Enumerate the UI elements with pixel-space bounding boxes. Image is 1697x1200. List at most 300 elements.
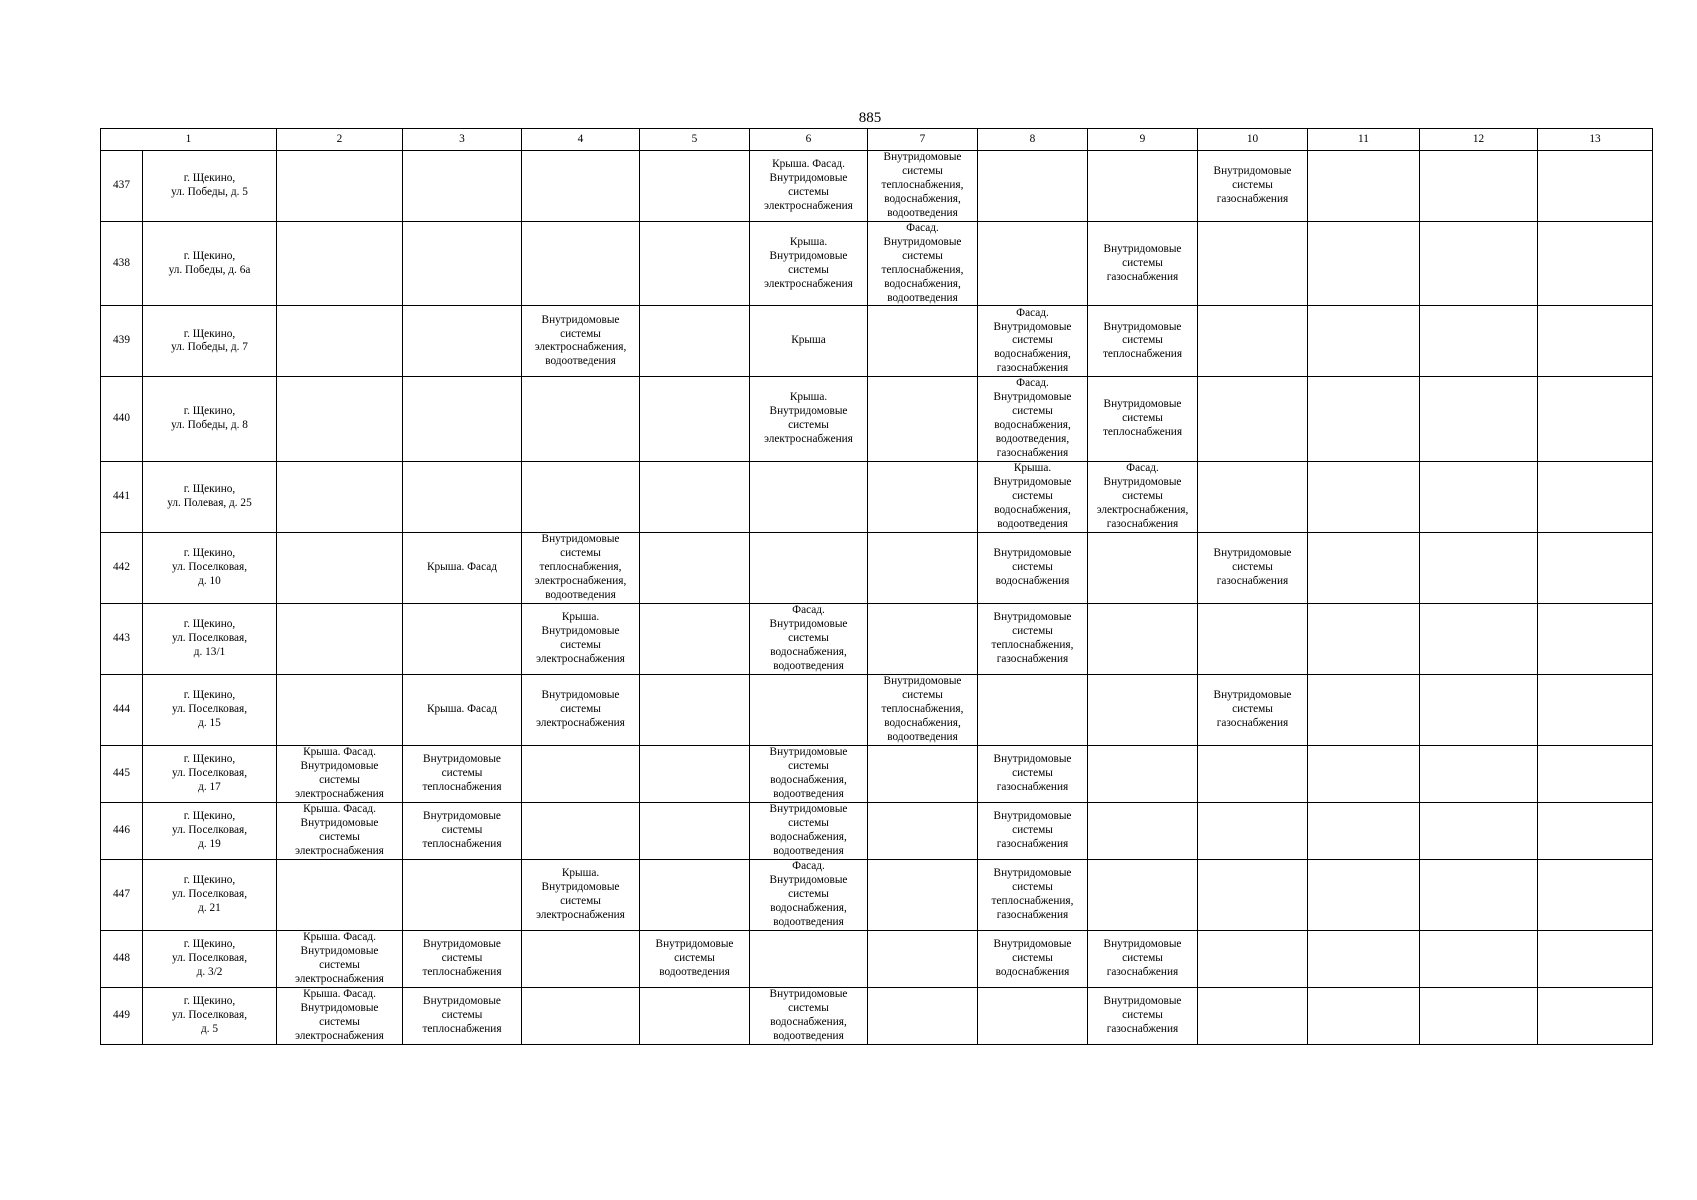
work-type-cell — [868, 461, 978, 532]
cell-text-line: г. Щекино, — [183, 547, 236, 560]
cell-text-line: газоснабжения — [996, 362, 1069, 375]
work-type-cell — [750, 306, 868, 377]
cell-text-line: г. Щекино, — [183, 327, 236, 340]
work-type-cell — [1088, 222, 1198, 306]
work-type-cell — [1308, 674, 1420, 745]
cell-text-line: системы — [788, 631, 829, 644]
work-type-cell — [277, 930, 403, 987]
building-address — [143, 859, 277, 930]
work-type-cell — [522, 802, 640, 859]
work-type-cell — [978, 377, 1088, 461]
cell-text-line: водоснабжения, — [994, 503, 1071, 516]
cell-text-line: Внутридомовые — [993, 753, 1072, 766]
cell-text-line: газоснабжения — [1216, 192, 1289, 205]
table-row — [101, 222, 1653, 306]
cell-text-line: системы — [441, 766, 483, 779]
page-number: 885 — [858, 110, 882, 126]
work-type-cell — [1420, 987, 1538, 1044]
work-type-cell — [403, 461, 522, 532]
work-type-cell — [403, 802, 522, 859]
cell-text-line: системы — [441, 823, 483, 836]
cell-text-line: Внутридомовые — [655, 938, 734, 951]
work-type-cell — [277, 306, 403, 377]
cell-text-line: электроснабжения — [764, 433, 853, 446]
work-type-cell — [1420, 377, 1538, 461]
work-type-cell — [522, 377, 640, 461]
cell-text-line: системы — [1232, 560, 1273, 573]
cell-text-line: водоотведения — [773, 915, 844, 928]
row-number: 446 — [101, 802, 143, 859]
work-type-cell — [1308, 987, 1420, 1044]
cell-text-line: газоснабжения — [996, 908, 1069, 921]
row-number: 439 — [101, 306, 143, 377]
cell-text-line: системы — [788, 419, 829, 432]
cell-text-line: Внутридомовые — [769, 249, 848, 262]
work-type-cell — [978, 151, 1088, 222]
cell-text-line: электроснабжения — [764, 277, 853, 290]
cell-text-line: Крыша. Фасад. — [303, 931, 376, 944]
cell-text-line: системы — [788, 816, 829, 829]
work-type-cell — [1198, 461, 1308, 532]
work-type-cell — [403, 306, 522, 377]
work-type-cell — [522, 987, 640, 1044]
work-type-cell — [1088, 532, 1198, 603]
table-row — [101, 802, 1653, 859]
work-type-cell — [868, 532, 978, 603]
cell-text-line: ул. Победы, д. 7 — [171, 341, 248, 354]
work-type-cell — [640, 987, 750, 1044]
cell-text-line: Крыша. — [789, 235, 828, 248]
work-type-cell — [1420, 745, 1538, 802]
work-type-cell — [1538, 532, 1653, 603]
cell-text-line: теплоснабжения — [422, 965, 502, 978]
building-address — [143, 151, 277, 222]
cell-text-line: Внутридомовые — [1103, 938, 1182, 951]
column-number-header: 3 — [403, 129, 522, 151]
cell-text-line: ул. Поселковая, — [171, 631, 248, 644]
column-number-header: 7 — [868, 129, 978, 151]
work-type-cell — [750, 377, 868, 461]
row-number: 444 — [101, 674, 143, 745]
work-type-cell — [750, 930, 868, 987]
work-type-cell — [522, 532, 640, 603]
row-number: 442 — [101, 532, 143, 603]
row-number: 437 — [101, 151, 143, 222]
work-type-cell — [1420, 222, 1538, 306]
work-type-cell — [1308, 603, 1420, 674]
cell-text-line: Внутридомовые — [769, 803, 848, 816]
work-type-cell — [403, 151, 522, 222]
work-type-cell — [1308, 930, 1420, 987]
cell-text-line: системы — [788, 186, 829, 198]
cell-text-line: Внутридомовые — [993, 476, 1072, 489]
cell-text-line: Крыша. — [1013, 462, 1052, 475]
building-address — [143, 745, 277, 802]
cell-text-line: Фасад. — [792, 604, 825, 617]
cell-text-line: газоснабжения — [1216, 574, 1289, 587]
work-type-cell — [1308, 151, 1420, 222]
cell-text-line: системы — [441, 951, 483, 964]
cell-text-line: Внутридомовые — [883, 151, 962, 164]
row-number: 449 — [101, 987, 143, 1044]
table-row — [101, 151, 1653, 222]
work-type-cell — [1538, 377, 1653, 461]
cell-text-line: электроснабжения — [295, 972, 384, 985]
work-type-cell — [1198, 987, 1308, 1044]
cell-text-line: ул. Поселковая, — [171, 560, 248, 573]
cell-text-line: системы — [902, 165, 943, 178]
cell-text-line: Фасад. — [1016, 377, 1049, 390]
cell-text-line: Фасад. — [792, 860, 825, 873]
cell-text-line: Внутридомовые — [769, 618, 848, 631]
work-type-cell — [1088, 802, 1198, 859]
work-type-cell — [640, 802, 750, 859]
cell-text-line: Внутридомовые — [993, 938, 1072, 951]
work-type-cell — [868, 603, 978, 674]
cell-text-line: системы — [1012, 624, 1053, 637]
work-type-cell — [1538, 987, 1653, 1044]
cell-text-line: Внутридомовые — [769, 172, 848, 185]
cell-text-line: Внутридомовые — [883, 235, 962, 248]
work-type-cell — [640, 461, 750, 532]
work-type-cell — [403, 377, 522, 461]
cell-text-line: системы — [560, 547, 601, 560]
cell-text-line: водоснабжения, — [770, 773, 847, 786]
cell-text-line: Внутридомовые — [1103, 320, 1182, 333]
repair-schedule-table — [100, 128, 1653, 1045]
work-type-cell — [868, 151, 978, 222]
cell-text-line: Внутридомовые — [1103, 398, 1182, 411]
work-type-cell — [403, 745, 522, 802]
cell-text-line: г. Щекино, — [183, 482, 236, 495]
work-type-cell — [978, 603, 1088, 674]
table-row — [101, 987, 1653, 1044]
building-address — [143, 532, 277, 603]
cell-text-line: Крыша. Фасад. — [303, 803, 376, 816]
cell-text-line: системы — [788, 759, 829, 772]
cell-text-line: Внутридомовые — [993, 611, 1072, 624]
cell-text-line: теплоснабжения, — [881, 179, 964, 192]
work-type-cell — [522, 603, 640, 674]
work-type-cell — [978, 674, 1088, 745]
cell-text-line: г. Щекино, — [183, 249, 236, 262]
work-type-cell — [1308, 802, 1420, 859]
cell-text-line: ул. Победы, д. 6а — [168, 263, 251, 276]
cell-text-line: г. Щекино, — [183, 618, 236, 631]
work-type-cell — [277, 802, 403, 859]
cell-text-line: системы — [1012, 489, 1053, 502]
work-type-cell — [1538, 802, 1653, 859]
cell-text-line: электроснабжения — [295, 787, 384, 800]
column-number-header: 10 — [1198, 129, 1308, 151]
cell-text-line: теплоснабжения — [422, 1022, 502, 1035]
building-address — [143, 930, 277, 987]
column-number-header: 6 — [750, 129, 868, 151]
work-type-cell — [868, 674, 978, 745]
work-type-cell — [522, 461, 640, 532]
cell-text-line: ул. Победы, д. 5 — [171, 186, 248, 198]
cell-text-line: Внутридомовые — [993, 810, 1072, 823]
cell-text-line: водоотведения — [887, 291, 958, 304]
cell-text-line: г. Щекино, — [183, 405, 236, 418]
cell-text-line: Внутридомовые — [1103, 242, 1182, 255]
work-type-cell — [403, 603, 522, 674]
table-row — [101, 674, 1653, 745]
work-type-cell — [277, 532, 403, 603]
cell-text-line: системы — [1232, 179, 1273, 192]
work-type-cell — [868, 930, 978, 987]
cell-text-line: Внутридомовые — [993, 547, 1072, 560]
work-type-cell — [1198, 222, 1308, 306]
cell-text-line: водоотведения — [659, 965, 730, 978]
cell-text-line: Внутридомовые — [769, 405, 848, 418]
work-type-cell — [403, 532, 522, 603]
cell-text-line: ул. Поселковая, — [171, 1008, 248, 1021]
work-type-cell — [750, 532, 868, 603]
cell-text-line: ул. Поселковая, — [171, 702, 248, 715]
work-type-cell — [1420, 930, 1538, 987]
cell-text-line: системы — [1122, 951, 1163, 964]
work-type-cell — [1420, 151, 1538, 222]
building-address — [143, 377, 277, 461]
table-row — [101, 532, 1653, 603]
cell-text-line: системы — [441, 1008, 483, 1021]
cell-text-line: системы — [1232, 702, 1273, 715]
cell-text-line: газоснабжения — [996, 837, 1069, 850]
cell-text-line: газоснабжения — [996, 652, 1069, 665]
work-type-cell — [1088, 745, 1198, 802]
work-type-cell — [1088, 461, 1198, 532]
work-type-cell — [868, 859, 978, 930]
cell-text-line: Внутридомовые — [993, 867, 1072, 880]
work-type-cell — [1088, 930, 1198, 987]
work-type-cell — [1198, 603, 1308, 674]
work-type-cell — [522, 222, 640, 306]
work-type-cell — [978, 987, 1088, 1044]
cell-text-line: Внутридомовые — [300, 1001, 379, 1014]
work-type-cell — [277, 222, 403, 306]
work-type-cell — [1088, 151, 1198, 222]
cell-text-line: Внутридомовые — [423, 938, 501, 951]
cell-text-line: системы — [674, 951, 715, 964]
cell-text-line: водоотведения — [887, 206, 958, 219]
work-type-cell — [640, 745, 750, 802]
cell-text-line: электроснабжения — [295, 1029, 384, 1042]
cell-text-line: электроснабжения, — [534, 574, 627, 587]
cell-text-line: Внутридомовые — [541, 624, 620, 637]
cell-text-line: теплоснабжения — [1102, 348, 1183, 361]
work-type-cell — [1420, 802, 1538, 859]
cell-text-line: Крыша. Фасад — [427, 560, 497, 573]
cell-text-line: водоотведения — [545, 355, 616, 368]
table-row — [101, 930, 1653, 987]
cell-text-line: электроснабжения — [295, 844, 384, 857]
cell-text-line: водоотведения — [887, 730, 958, 743]
cell-text-line: системы — [560, 638, 601, 651]
cell-text-line: Внутридомовые — [423, 753, 501, 766]
work-type-cell — [1420, 532, 1538, 603]
work-type-cell — [640, 859, 750, 930]
work-type-cell — [1538, 222, 1653, 306]
work-type-cell — [1088, 603, 1198, 674]
cell-text-line: газоснабжения — [1106, 517, 1179, 530]
cell-text-line: водоснабжения, — [770, 901, 847, 914]
table-row — [101, 461, 1653, 532]
cell-text-line: газоснабжения — [996, 780, 1069, 793]
work-type-cell — [1308, 859, 1420, 930]
cell-text-line: системы — [1012, 823, 1053, 836]
cell-text-line: д. 13/1 — [193, 645, 226, 658]
cell-text-line: водоснабжения, — [770, 645, 847, 658]
cell-text-line: Фасад. — [1126, 462, 1159, 475]
cell-text-line: ул. Поселковая, — [171, 766, 248, 779]
cell-text-line: газоснабжения — [996, 446, 1069, 459]
cell-text-line: системы — [1122, 334, 1163, 347]
work-type-cell — [522, 674, 640, 745]
work-type-cell — [522, 151, 640, 222]
cell-text-line: системы — [560, 327, 601, 340]
cell-text-line: водоотведения — [773, 787, 844, 800]
cell-text-line: Крыша. Фасад. — [303, 746, 376, 759]
cell-text-line: водоотведения — [773, 844, 844, 857]
work-type-cell — [1198, 802, 1308, 859]
cell-text-line: системы — [1012, 405, 1053, 418]
cell-text-line: системы — [319, 1015, 360, 1028]
cell-text-line: Внутридомовые — [1213, 165, 1292, 178]
cell-text-line: электроснабжения — [536, 716, 625, 729]
work-type-cell — [1308, 745, 1420, 802]
work-type-cell — [522, 930, 640, 987]
cell-text-line: Внутридомовые — [1213, 547, 1292, 560]
cell-text-line: Внутридомовые — [1213, 689, 1292, 702]
work-type-cell — [640, 222, 750, 306]
work-type-cell — [868, 222, 978, 306]
work-type-cell — [868, 306, 978, 377]
table-row — [101, 859, 1653, 930]
work-type-cell — [1088, 377, 1198, 461]
work-type-cell — [1420, 461, 1538, 532]
work-type-cell — [1198, 859, 1308, 930]
cell-text-line: электроснабжения, — [534, 341, 627, 354]
cell-text-line: электроснабжения, — [1096, 503, 1189, 516]
work-type-cell — [750, 151, 868, 222]
work-type-cell — [277, 151, 403, 222]
work-type-cell — [1420, 674, 1538, 745]
work-type-cell — [868, 987, 978, 1044]
column-number-header: 13 — [1538, 129, 1653, 151]
column-number-row — [101, 129, 1653, 151]
cell-text-line: водоотведения — [997, 517, 1068, 530]
work-type-cell — [1308, 306, 1420, 377]
column-number-header: 12 — [1420, 129, 1538, 151]
cell-text-line: Крыша. — [561, 611, 600, 624]
cell-text-line: Внутридомовые — [1103, 995, 1182, 1008]
work-type-cell — [978, 802, 1088, 859]
cell-text-line: водоснабжения — [995, 574, 1070, 587]
cell-text-line: электроснабжения — [764, 199, 853, 212]
cell-text-line: Крыша. — [561, 867, 600, 880]
work-type-cell — [277, 859, 403, 930]
work-type-cell — [277, 461, 403, 532]
cell-text-line: д. 19 — [198, 837, 221, 850]
cell-text-line: Внутридомовые — [300, 944, 379, 957]
work-type-cell — [750, 603, 868, 674]
cell-text-line: системы — [1122, 1008, 1163, 1021]
row-number: 443 — [101, 603, 143, 674]
cell-text-line: теплоснабжения, — [881, 263, 964, 276]
cell-text-line: водоотведения — [545, 588, 616, 601]
cell-text-line: теплоснабжения, — [991, 894, 1074, 907]
cell-text-line: Внутридомовые — [423, 810, 501, 823]
cell-text-line: системы — [788, 1001, 829, 1014]
cell-text-line: системы — [1122, 489, 1163, 502]
work-type-cell — [1308, 461, 1420, 532]
work-type-cell — [1088, 306, 1198, 377]
cell-text-line: теплоснабжения, — [991, 638, 1074, 651]
cell-text-line: г. Щекино, — [183, 938, 236, 951]
work-type-cell — [868, 802, 978, 859]
cell-text-line: водоотведения — [773, 1029, 844, 1042]
cell-text-line: ул. Полевая, д. 25 — [167, 496, 252, 509]
work-type-cell — [1198, 532, 1308, 603]
cell-text-line: теплоснабжения — [1102, 426, 1183, 439]
work-type-cell — [1088, 987, 1198, 1044]
cell-text-line: Внутридомовые — [769, 746, 848, 759]
cell-text-line: Фасад. — [906, 222, 939, 234]
work-type-cell — [1198, 377, 1308, 461]
cell-text-line: системы — [788, 263, 829, 276]
work-type-cell — [1308, 222, 1420, 306]
column-number-header: 9 — [1088, 129, 1198, 151]
cell-text-line: системы — [1012, 334, 1053, 347]
work-type-cell — [1538, 603, 1653, 674]
cell-text-line: Внутридомовые — [541, 880, 620, 893]
cell-text-line: водоотведения — [773, 659, 844, 672]
work-type-cell — [1538, 306, 1653, 377]
cell-text-line: водоотведения, — [995, 433, 1070, 446]
cell-text-line: системы — [1012, 951, 1053, 964]
cell-text-line: Крыша. Фасад. — [772, 158, 845, 171]
cell-text-line: Внутридомовые — [541, 313, 620, 326]
work-type-cell — [640, 674, 750, 745]
cell-text-line: ул. Победы, д. 8 — [171, 419, 248, 432]
work-type-cell — [403, 987, 522, 1044]
cell-text-line: г. Щекино, — [183, 172, 236, 185]
cell-text-line: системы — [1012, 880, 1053, 893]
column-number-header: 5 — [640, 129, 750, 151]
work-type-cell — [522, 859, 640, 930]
work-type-cell — [750, 674, 868, 745]
cell-text-line: ул. Поселковая, — [171, 951, 248, 964]
work-type-cell — [640, 377, 750, 461]
cell-text-line: системы — [319, 958, 360, 971]
cell-text-line: Внутридомовые — [300, 759, 379, 772]
building-address — [143, 461, 277, 532]
cell-text-line: водоснабжения, — [884, 192, 961, 205]
building-address — [143, 802, 277, 859]
work-type-cell — [1538, 461, 1653, 532]
column-number-header: 4 — [522, 129, 640, 151]
work-type-cell — [522, 306, 640, 377]
work-type-cell — [868, 377, 978, 461]
cell-text-line: системы — [1122, 412, 1163, 425]
cell-text-line: электроснабжения — [536, 908, 625, 921]
work-type-cell — [1198, 745, 1308, 802]
work-type-cell — [1538, 674, 1653, 745]
work-type-cell — [1198, 674, 1308, 745]
work-type-cell — [1308, 377, 1420, 461]
cell-text-line: системы — [319, 830, 360, 843]
